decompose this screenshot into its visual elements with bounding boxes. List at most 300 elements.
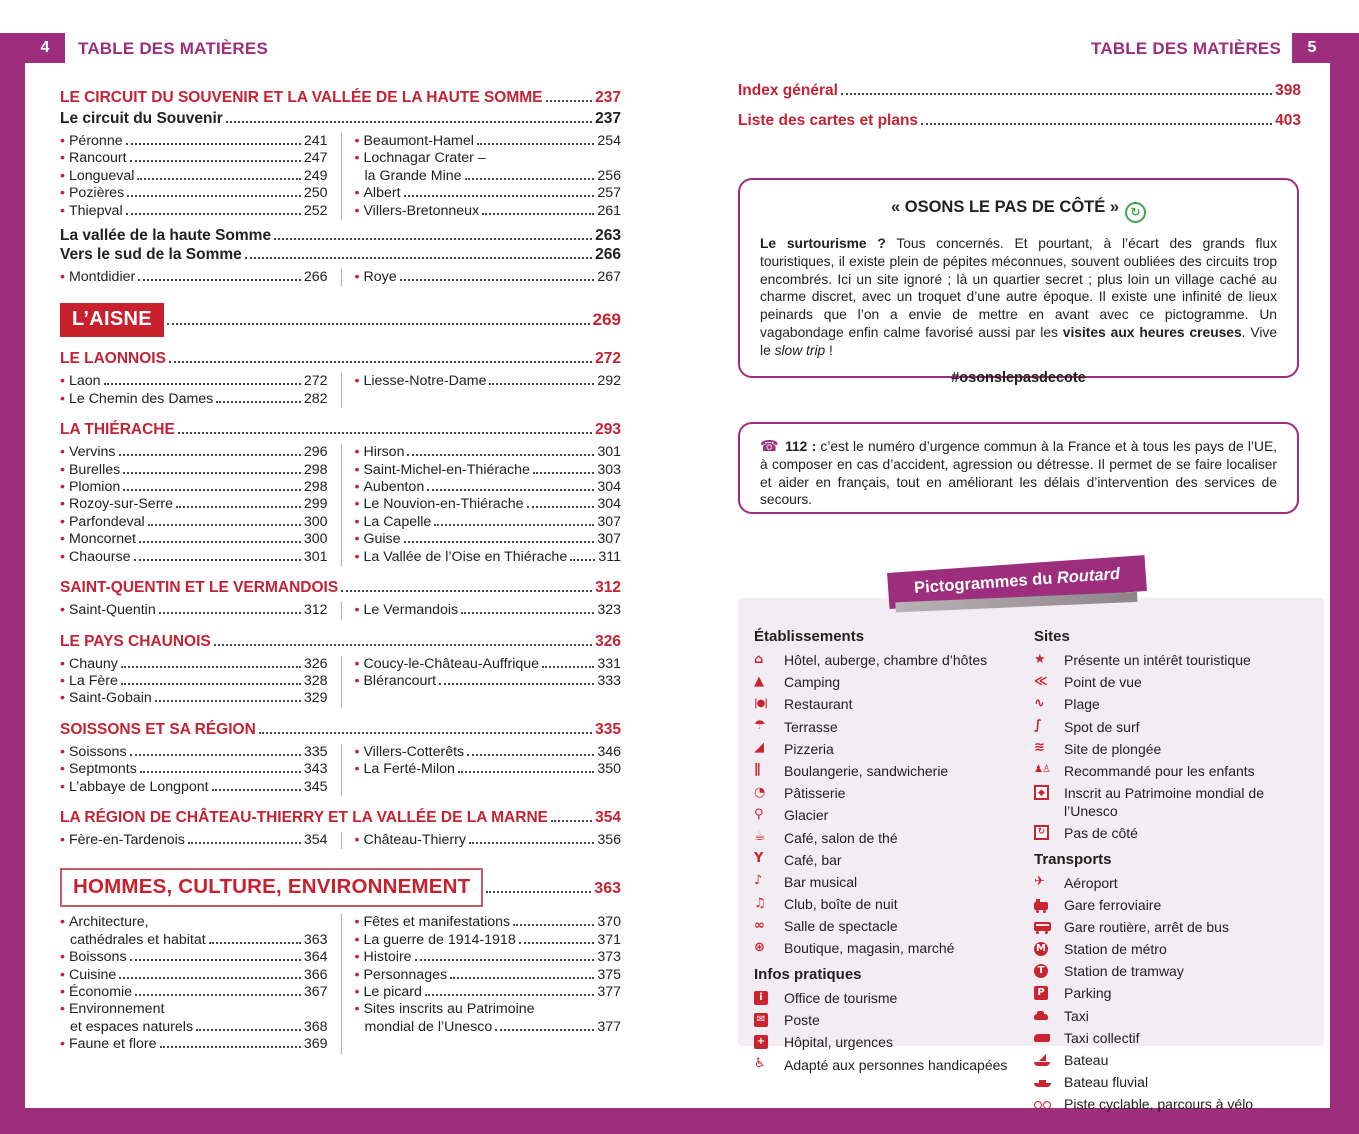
toc-entry-line [60, 391, 328, 408]
icon-cell [1034, 919, 1064, 934]
toc-bold-entry-label: Vers le sud de la Somme [60, 246, 242, 264]
toc-entry-label: Liesse-Notre-Dame [363, 373, 487, 390]
toc-index-entry [738, 112, 1301, 130]
icon-cell [1034, 719, 1064, 734]
toc-entry [355, 673, 622, 690]
legend-item [1034, 1074, 1312, 1092]
emergency-112-paragraph [760, 438, 1277, 509]
bullet-marker: • [60, 373, 65, 390]
toc-column-right [341, 133, 622, 220]
icon-cell [754, 918, 784, 933]
dotted-leader [542, 666, 594, 668]
toc-entry-page: 300 [303, 513, 328, 530]
dotted-leader [461, 612, 594, 614]
toc-entry-label: Pozières [68, 185, 125, 202]
toc-bold-entry [60, 110, 621, 128]
legend-item [754, 1034, 1022, 1052]
legend-item-label: Hôpital, urgences [784, 1034, 893, 1051]
legend-item-label: Station de tramway [1064, 963, 1184, 980]
toc-entry [60, 779, 328, 796]
toc-entry-label: Économie [68, 983, 133, 1000]
dotted-leader [486, 891, 591, 893]
toc-entry-label: Le picard [363, 983, 422, 1000]
icon-cell [1034, 941, 1064, 956]
toc-entry [355, 984, 622, 1001]
bullet-marker: • [60, 167, 65, 184]
toc-entry-page: 282 [303, 390, 328, 407]
toc-entry-line [60, 168, 328, 185]
toc-column-left [60, 133, 341, 220]
toc-boxed-heading [60, 868, 621, 907]
icon-cell [1034, 985, 1064, 1000]
toc-entry-page: 300 [303, 531, 328, 548]
bullet-marker: • [354, 983, 360, 1000]
toc-entry-line [355, 832, 622, 849]
bullet-marker: • [354, 185, 360, 202]
dotted-leader [533, 472, 594, 474]
paragraph-segment: Tous concernés. Et pourtant, à l’écart des grands flux touristiques, il existe plein de pépites méconnues, souvent oubliées des circuits trop encombrés. Ici un site ignoré ; là un quartier secret ; plus loin un village caché au charme discret, avec un troquet d’une autre époque. Il existe une infinité de lieux peinards que l’on a envie de mettre en avant avec ce pictogramme. Un vagabondage enfin calme favorisé aussi par les [760, 236, 1277, 340]
dotted-leader [513, 924, 594, 926]
legend-item [754, 785, 1022, 803]
legend-group-title: Infos pratiques [754, 966, 862, 984]
toc-entry-page: 257 [597, 185, 621, 202]
icon-cell [754, 652, 784, 667]
toc-entry-line [60, 949, 328, 966]
toc-entry-line [355, 373, 622, 390]
toc-entry-label: Hirson [363, 444, 405, 461]
dotted-leader [130, 959, 301, 961]
toc-entry [355, 479, 622, 496]
toc-entry [60, 496, 328, 513]
toc-two-columns [60, 832, 621, 849]
toc-column-left [60, 744, 341, 796]
toc-section-heading-page: 272 [595, 350, 621, 368]
toc-index-entry [738, 82, 1301, 100]
toc-column-left [60, 832, 341, 849]
dotted-leader [119, 977, 301, 979]
toc-entry-page: 301 [303, 548, 328, 565]
toc-two-columns [60, 914, 621, 1053]
paragraph-segment: visites aux heures creuses [1062, 324, 1242, 340]
toc-entry [60, 150, 328, 167]
toc-entry [60, 949, 328, 966]
legend-item [754, 874, 1022, 892]
toc-entry-label: Histoire [363, 949, 412, 966]
van-icon [1034, 1034, 1050, 1042]
pictograms-banner [887, 555, 1147, 609]
toc-entry-line [60, 656, 328, 673]
toc-entry [60, 444, 328, 461]
toc-entry-line [60, 150, 328, 167]
osons-hashtag: #osonslepasdecote [951, 369, 1086, 386]
toc-entry-line [355, 914, 622, 931]
toc-entry-line [60, 932, 328, 949]
paragraph-segment: slow trip [774, 342, 826, 358]
bicycle-icon [1034, 1101, 1051, 1109]
dotted-leader [104, 383, 301, 385]
legend-item-label: Taxi collectif [1064, 1029, 1140, 1046]
icon-cell [754, 1057, 784, 1072]
phone-icon: ☎ [760, 437, 780, 455]
toc-entry [60, 984, 328, 1001]
toc-entry-label: Fère-en-Tardenois [68, 831, 185, 848]
toc-entry-label: Rancourt [68, 150, 127, 167]
bullet-marker: • [60, 133, 65, 149]
toc-index-entry-label: Liste des cartes et plans [738, 112, 919, 129]
bullet-marker: • [354, 479, 360, 496]
toc-entry-page: 298 [303, 461, 328, 478]
toc-entry-page: 323 [597, 602, 621, 619]
toc-bold-entry [60, 246, 621, 264]
dotted-leader [123, 489, 301, 491]
toc-section-heading-page: 335 [595, 720, 621, 738]
toc-entry-page: 311 [598, 548, 621, 565]
paragraph-segment: . Vive le [760, 324, 1277, 358]
dotted-leader [274, 238, 592, 240]
osons-box-title: « OSONS LE PAS DE CÔTÉ » [891, 198, 1119, 216]
icon-cell [1034, 1096, 1064, 1111]
toc-entry-label: Vervins [68, 444, 116, 461]
toc-entry-page: 354 [303, 831, 328, 848]
toc-bold-entry-page: 237 [595, 110, 621, 127]
toc-entry [60, 391, 328, 408]
toc-bold-entry [60, 227, 621, 245]
bullet-marker: • [354, 672, 360, 689]
legend-item [1034, 674, 1312, 692]
toc-section-heading [60, 579, 621, 597]
legend-item [1034, 1008, 1312, 1026]
pictograms-panel [738, 564, 1324, 1113]
osons-box-title-row [760, 198, 1277, 223]
legend-item [1034, 696, 1312, 714]
toc-entry [355, 949, 622, 966]
toc-entry-page: 364 [303, 949, 328, 966]
toc-entry [355, 932, 622, 949]
icon-cell [1034, 1052, 1064, 1067]
toc-entry [355, 1001, 622, 1036]
osons-box-paragraph [760, 235, 1277, 360]
icon-cell [1034, 963, 1064, 978]
toc-entry-line [60, 779, 328, 796]
toc-entry-label: Fêtes et manifestations [363, 914, 511, 931]
toc-column-right [341, 444, 622, 566]
toc-entry [60, 744, 328, 761]
dotted-leader [477, 143, 594, 145]
legend-item [754, 652, 1022, 670]
legend-item-label: Site de plongée [1064, 740, 1162, 757]
dotted-leader [245, 257, 592, 259]
surfer-icon: ∫ [1034, 718, 1042, 734]
toc-entry-line [355, 761, 622, 778]
toc-entry-label: Saint-Michel-en-Thiérache [363, 461, 530, 478]
toc-entry-page: 307 [597, 531, 621, 548]
bullet-marker: • [354, 655, 360, 672]
icon-cell [754, 990, 784, 1005]
emergency-112-box [738, 422, 1299, 514]
page-number-left: 4 [25, 33, 65, 63]
dotted-leader [138, 279, 301, 281]
toc-entry-line [355, 133, 622, 150]
toc-entry-page: 328 [303, 672, 328, 689]
dotted-leader [546, 100, 593, 102]
toc-entry-page: 346 [597, 743, 621, 760]
children-icon: ♟♙ [1034, 764, 1050, 776]
toc-entry-page: 304 [597, 496, 621, 513]
toc-entry-page: 367 [303, 983, 328, 1000]
toc-entry [60, 462, 328, 479]
icon-cell [754, 1012, 784, 1027]
toc-entry-label: Laon [68, 373, 101, 390]
icon-cell [1034, 1008, 1064, 1023]
bullet-marker: • [354, 202, 360, 219]
toc-entry-line [60, 1001, 328, 1018]
toc-two-columns [60, 373, 621, 408]
toc-entry-label: La Fère [68, 672, 118, 689]
toc-entry-page: 307 [597, 513, 621, 530]
toc-entry-line [60, 462, 328, 479]
toc-entry-line [355, 203, 622, 220]
toc-entry [60, 479, 328, 496]
paragraph-segment: ! [825, 342, 833, 358]
legend-item-label: Restaurant [784, 696, 853, 713]
toc-column-left [60, 373, 341, 408]
legend-group-title: Sites [1034, 628, 1070, 645]
toc-entry-line [60, 373, 328, 390]
toc-entry-page: 373 [597, 949, 621, 966]
toc-entry-line [60, 514, 328, 531]
viewpoint-icon: ≪ [1034, 673, 1048, 689]
toc-entry-page: 299 [303, 496, 328, 513]
dotted-leader [551, 820, 592, 822]
dancer-icon: ♫ [754, 895, 766, 911]
bullet-marker: • [354, 531, 360, 548]
bullet-marker: • [60, 185, 65, 202]
toc-column-right [341, 914, 622, 1053]
toc-entry-label: Guise [363, 531, 401, 548]
dotted-leader [482, 213, 594, 215]
toc-column-left [60, 656, 341, 708]
toc-section-heading-label: SAINT-QUENTIN ET LE VERMANDOIS [60, 579, 339, 597]
toc-entry-page: 345 [303, 778, 328, 795]
toc-entry [355, 914, 622, 931]
legend-item-label: Office de tourisme [784, 990, 898, 1007]
toc-entry-label: La Ferté-Milon [363, 761, 455, 778]
dotted-leader [519, 942, 595, 944]
toc-left-page [60, 76, 621, 1061]
airplane-icon: ✈ [1034, 874, 1045, 889]
toc-index-entry-page: 398 [1275, 82, 1301, 99]
toc-entry-label: Architecture, [68, 914, 149, 931]
toc-entry [60, 133, 328, 150]
toc-entry-line [355, 1019, 622, 1036]
dotted-leader [527, 506, 595, 508]
dotted-leader [160, 1046, 301, 1048]
icon-cell [754, 696, 784, 711]
pictograms-column-left [754, 620, 1022, 1079]
legend-item [754, 940, 1022, 958]
legend-item [1034, 741, 1312, 759]
dotted-leader [425, 994, 594, 996]
bullet-marker: • [60, 548, 65, 565]
toc-entry [60, 602, 328, 619]
toc-two-columns [60, 602, 621, 619]
toc-entry-label: Faune et flore [68, 1036, 157, 1053]
dotted-leader [119, 454, 301, 456]
toc-section-heading-page: 312 [595, 579, 621, 597]
toc-entry-label: L’abbaye de Longpont [68, 778, 209, 795]
dotted-leader [169, 361, 592, 363]
toc-entry-page: 252 [303, 202, 328, 219]
opera-glasses-icon: ∞ [754, 917, 765, 933]
toc-entry [60, 832, 328, 849]
toc-entry-line [60, 832, 328, 849]
toc-entry-label: Lochnagar Crater – [363, 150, 486, 167]
toc-entry-line [60, 185, 328, 202]
toc-entry-label: Villers-Cotterêts [363, 743, 465, 760]
toc-entry-label: Blérancourt [363, 672, 437, 689]
toc-entry [355, 602, 622, 619]
dotted-leader [469, 842, 594, 844]
toc-entry [355, 373, 622, 390]
legend-item-label: Station de métro [1064, 941, 1167, 958]
toc-bold-entry-page: 263 [595, 227, 621, 245]
envelope-icon: ✉ [754, 1013, 768, 1027]
toc-entry-page: 375 [597, 966, 621, 983]
toc-entry [355, 832, 622, 849]
icon-cell [754, 741, 784, 756]
dotted-leader [155, 700, 301, 702]
pizza-slice-icon: ◢ [754, 740, 764, 756]
toc-entry [355, 531, 622, 548]
toc-entry-page: 296 [303, 444, 328, 461]
toc-entry-line [355, 673, 622, 690]
toc-column-left [60, 444, 341, 566]
toc-entry-page: 304 [597, 479, 621, 496]
legend-item-label: Pizzeria [784, 740, 834, 757]
toc-entry [355, 496, 622, 513]
toc-entry-label: Parfondeval [68, 513, 145, 530]
bullet-marker: • [60, 513, 65, 530]
dotted-leader [450, 977, 594, 979]
legend-item-label: Camping [784, 674, 841, 691]
toc-entry-page: 329 [303, 690, 328, 707]
coffee-cup-icon: ☕ [754, 829, 766, 844]
toc-entry-label: Rozoy-sur-Serre [68, 496, 174, 513]
paragraph-segment: Le surtourisme ? [760, 236, 886, 251]
bullet-marker: • [354, 914, 360, 931]
toc-entry-line [355, 602, 622, 619]
bullet-marker: • [354, 931, 360, 948]
legend-item [1034, 919, 1312, 937]
dotted-leader [434, 524, 594, 526]
bullet-marker: • [354, 548, 360, 565]
toc-entry-line [355, 444, 622, 461]
bullet-marker: • [60, 150, 65, 167]
toc-column-right [341, 373, 622, 408]
toc-entry [60, 373, 328, 390]
toc-entry [355, 761, 622, 778]
page-number-right: 5 [1292, 33, 1332, 63]
toc-entry-page: 254 [597, 133, 621, 149]
legend-item-label: Gare routière, arrêt de bus [1064, 918, 1229, 935]
toc-entry-label: La Capelle [363, 513, 432, 530]
hotel-icon: ⌂ [754, 651, 764, 667]
icon-cell [1034, 875, 1064, 890]
toc-entry-line [60, 133, 328, 150]
dotted-leader [404, 541, 595, 543]
toc-entry-page: 272 [303, 373, 328, 390]
toc-entry-label: Septmonts [68, 761, 137, 778]
toc-entry-label: et espaces naturels [70, 1018, 194, 1035]
dotted-leader [123, 472, 301, 474]
tourist-interest-icon: ★ [1034, 651, 1046, 667]
legend-item [1034, 941, 1312, 959]
toc-entry-label: Montdidier [68, 269, 136, 286]
toc-entry-line [355, 185, 622, 202]
train-icon [1034, 902, 1048, 910]
toc-section-heading-label: LE LAONNOIS [60, 350, 166, 368]
bullet-marker: • [60, 761, 65, 778]
toc-section-heading [60, 633, 621, 651]
bullet-marker: • [354, 831, 360, 848]
dotted-leader [134, 559, 301, 561]
bus-icon [1034, 922, 1051, 931]
toc-entry-line [60, 914, 328, 931]
legend-item-label: Recommandé pour les enfants [1064, 762, 1255, 779]
page-edge-right [1330, 33, 1359, 1134]
toc-two-columns [60, 133, 621, 220]
legend-item [754, 990, 1022, 1008]
bullet-marker: • [354, 602, 360, 619]
icon-cell [754, 674, 784, 689]
bullet-marker: • [354, 1001, 360, 1018]
toc-entry-line [355, 269, 622, 286]
page-title-left: TABLE DES MATIÈRES [78, 39, 268, 58]
legend-item-label: Présente un intérêt touristique [1064, 652, 1251, 668]
toc-entry-line [355, 479, 622, 496]
dotted-leader [127, 195, 301, 197]
toc-entry-page: 371 [597, 931, 621, 948]
dotted-leader [465, 178, 595, 180]
legend-item-label: Bar musical [784, 873, 858, 890]
toc-section-heading-label: LA RÉGION DE CHÂTEAU-THIERRY ET LA VALLÉE DE LA MARNE [60, 808, 548, 826]
dotted-leader [130, 754, 301, 756]
legend-item [1034, 1096, 1312, 1114]
toc-entry [60, 914, 328, 949]
tent-icon: ▲ [754, 673, 764, 689]
bullet-marker: • [60, 461, 65, 478]
legend-item [754, 807, 1022, 825]
toc-entry-page: 356 [597, 831, 621, 848]
toc-entry-label: La Vallée de l’Oise en Thiérache [363, 548, 568, 565]
toc-entry-label: Plomion [68, 479, 121, 496]
paragraph-segment: 112 : [785, 439, 821, 454]
toc-entry-label: Boissons [68, 949, 127, 966]
legend-item-label: Spot de surf [1064, 718, 1140, 735]
toc-entry-line [355, 462, 622, 479]
legend-item [1034, 897, 1312, 915]
bullet-marker: • [60, 496, 65, 513]
icon-cell [754, 896, 784, 911]
toc-entry-label: Beaumont-Hamel [363, 133, 474, 149]
toc-index-entry-page: 403 [1275, 112, 1301, 129]
toc-column-left [60, 602, 341, 619]
toc-entry [355, 549, 622, 566]
legend-item [754, 763, 1022, 781]
icon-cell [1034, 1074, 1064, 1089]
toc-section-heading-page: 326 [595, 632, 621, 650]
toc-entry-label: Chaourse [68, 548, 131, 565]
